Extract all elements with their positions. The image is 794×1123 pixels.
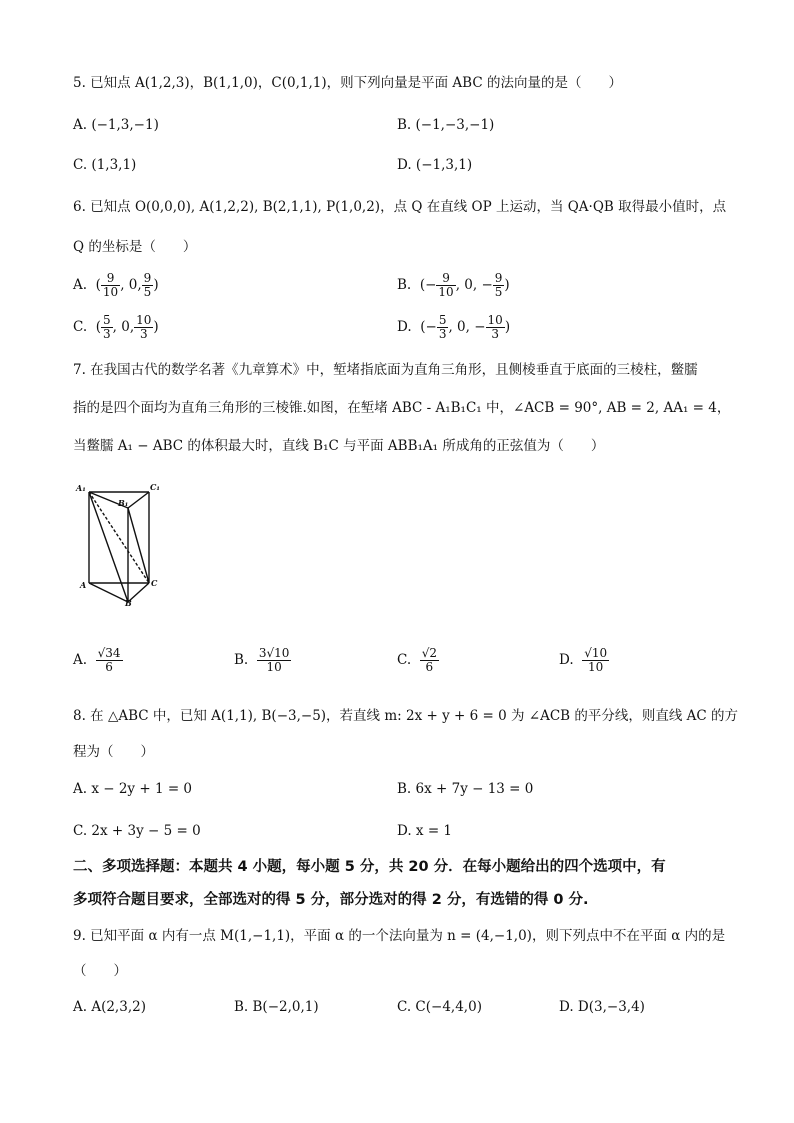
- prism-edges: [89, 492, 149, 602]
- q6-option-a: A. ( $\frac{9}{10}$ , 0, $\frac{9}{5}$ ): [73, 271, 159, 299]
- q9-option-d: D. D(3,−3,4): [559, 999, 645, 1015]
- q7-option-a: A. $\frac{√34}{6}$: [73, 646, 121, 674]
- q6-stem-line1: 6. 已知点 O(0,0,0), A(1,2,2), B(2,1,1), P(1,0,2)，点 Q 在直线 OP 上运动，当 QA·QB 取得最小值时，点: [73, 199, 727, 215]
- q7-option-d: D. $\frac{√10}{10}$: [559, 646, 608, 674]
- q5-option-d: D. (−1,3,1): [397, 157, 473, 173]
- q7-stem-line3: 当鳖臑 A₁ − ABC 的体积最大时，直线 B₁C 与平面 ABB₁A₁ 所成角的正弦值为（ ）: [73, 438, 605, 454]
- q9-stem-line2: （ ）: [73, 963, 127, 979]
- label-c: C: [151, 578, 158, 588]
- q5-option-b: B. (−1,−3,−1): [397, 117, 495, 133]
- q9-option-b: B. B(−2,0,1): [234, 999, 319, 1015]
- label-b1: B₁: [118, 498, 129, 508]
- q8-option-b: B. 6x + 7y − 13 = 0: [397, 781, 534, 797]
- q8-option-c: C. 2x + 3y − 5 = 0: [73, 823, 201, 839]
- q8-option-d: D. x = 1: [397, 823, 453, 839]
- label-c1: C₁: [150, 482, 160, 492]
- q6-option-c: C. ( $\frac{5}{3}$ , 0, $\frac{10}{3}$ ): [73, 313, 159, 341]
- section2-heading-line1: 二、多项选择题：本题共 4 小题，每小题 5 分，共 20 分．在每小题给出的四个选项中，有: [73, 859, 666, 875]
- q7-option-b: B. $\frac{3√10}{10}$: [234, 646, 290, 674]
- prism-figure: [73, 478, 163, 606]
- edge-b1c: [128, 508, 149, 583]
- q9-option-a: A. A(2,3,2): [73, 999, 146, 1015]
- q5-option-c: C. (1,3,1): [73, 157, 137, 173]
- q5-stem: 5. 已知点 A(1,2,3)，B(1,1,0)，C(0,1,1)，则下列向量是平面 ABC 的法向量的是（ ）: [73, 75, 622, 91]
- q6-option-d: D. (− $\frac{5}{3}$ , 0, − $\frac{10}{3}$ ): [397, 313, 511, 341]
- q7-stem-line1: 7. 在我国古代的数学名著《九章算术》中，堑堵指底面为直角三角形，且侧棱垂直于底面的三棱柱，鳖臑: [73, 362, 698, 378]
- q8-stem-line2: 程为（ ）: [73, 744, 154, 760]
- q7-stem-line2: 指的是四个面均为直角三角形的三棱锥.如图，在堑堵 ABC - A₁B₁C₁ 中，∠ACB = 90°, AB = 2, AA₁ = 4，: [73, 400, 731, 416]
- label-a1: A₁: [76, 483, 86, 493]
- q7-option-c: C. $\frac{√2}{6}$: [397, 646, 438, 674]
- q8-stem-line1: 8. 在 △ABC 中，已知 A(1,1), B(−3,−5)，若直线 m: 2x + y + 6 = 0 为 ∠ACB 的平分线，则直线 AC 的方: [73, 708, 739, 724]
- label-a: A: [80, 580, 87, 590]
- q9-stem-line1: 9. 已知平面 α 内有一点 M(1,−1,1)，平面 α 的一个法向量为 n = (4,−1,0)，则下列点中不在平面 α 内的是: [73, 928, 726, 944]
- q5-option-a: A. (−1,3,−1): [73, 117, 159, 133]
- q6-stem-line2: Q 的坐标是（ ）: [73, 239, 197, 255]
- q8-option-a: A. x − 2y + 1 = 0: [73, 781, 193, 797]
- q9-option-c: C. C(−4,4,0): [397, 999, 482, 1015]
- section2-heading-line2: 多项符合题目要求，全部选对的得 5 分，部分选对的得 2 分，有选错的得 0 分.: [73, 892, 589, 908]
- edge-b1c1: [128, 492, 149, 508]
- label-b: B: [125, 598, 132, 606]
- q6-option-b: B. (− $\frac{9}{10}$ , 0, − $\frac{9}{5}$ ): [397, 271, 510, 299]
